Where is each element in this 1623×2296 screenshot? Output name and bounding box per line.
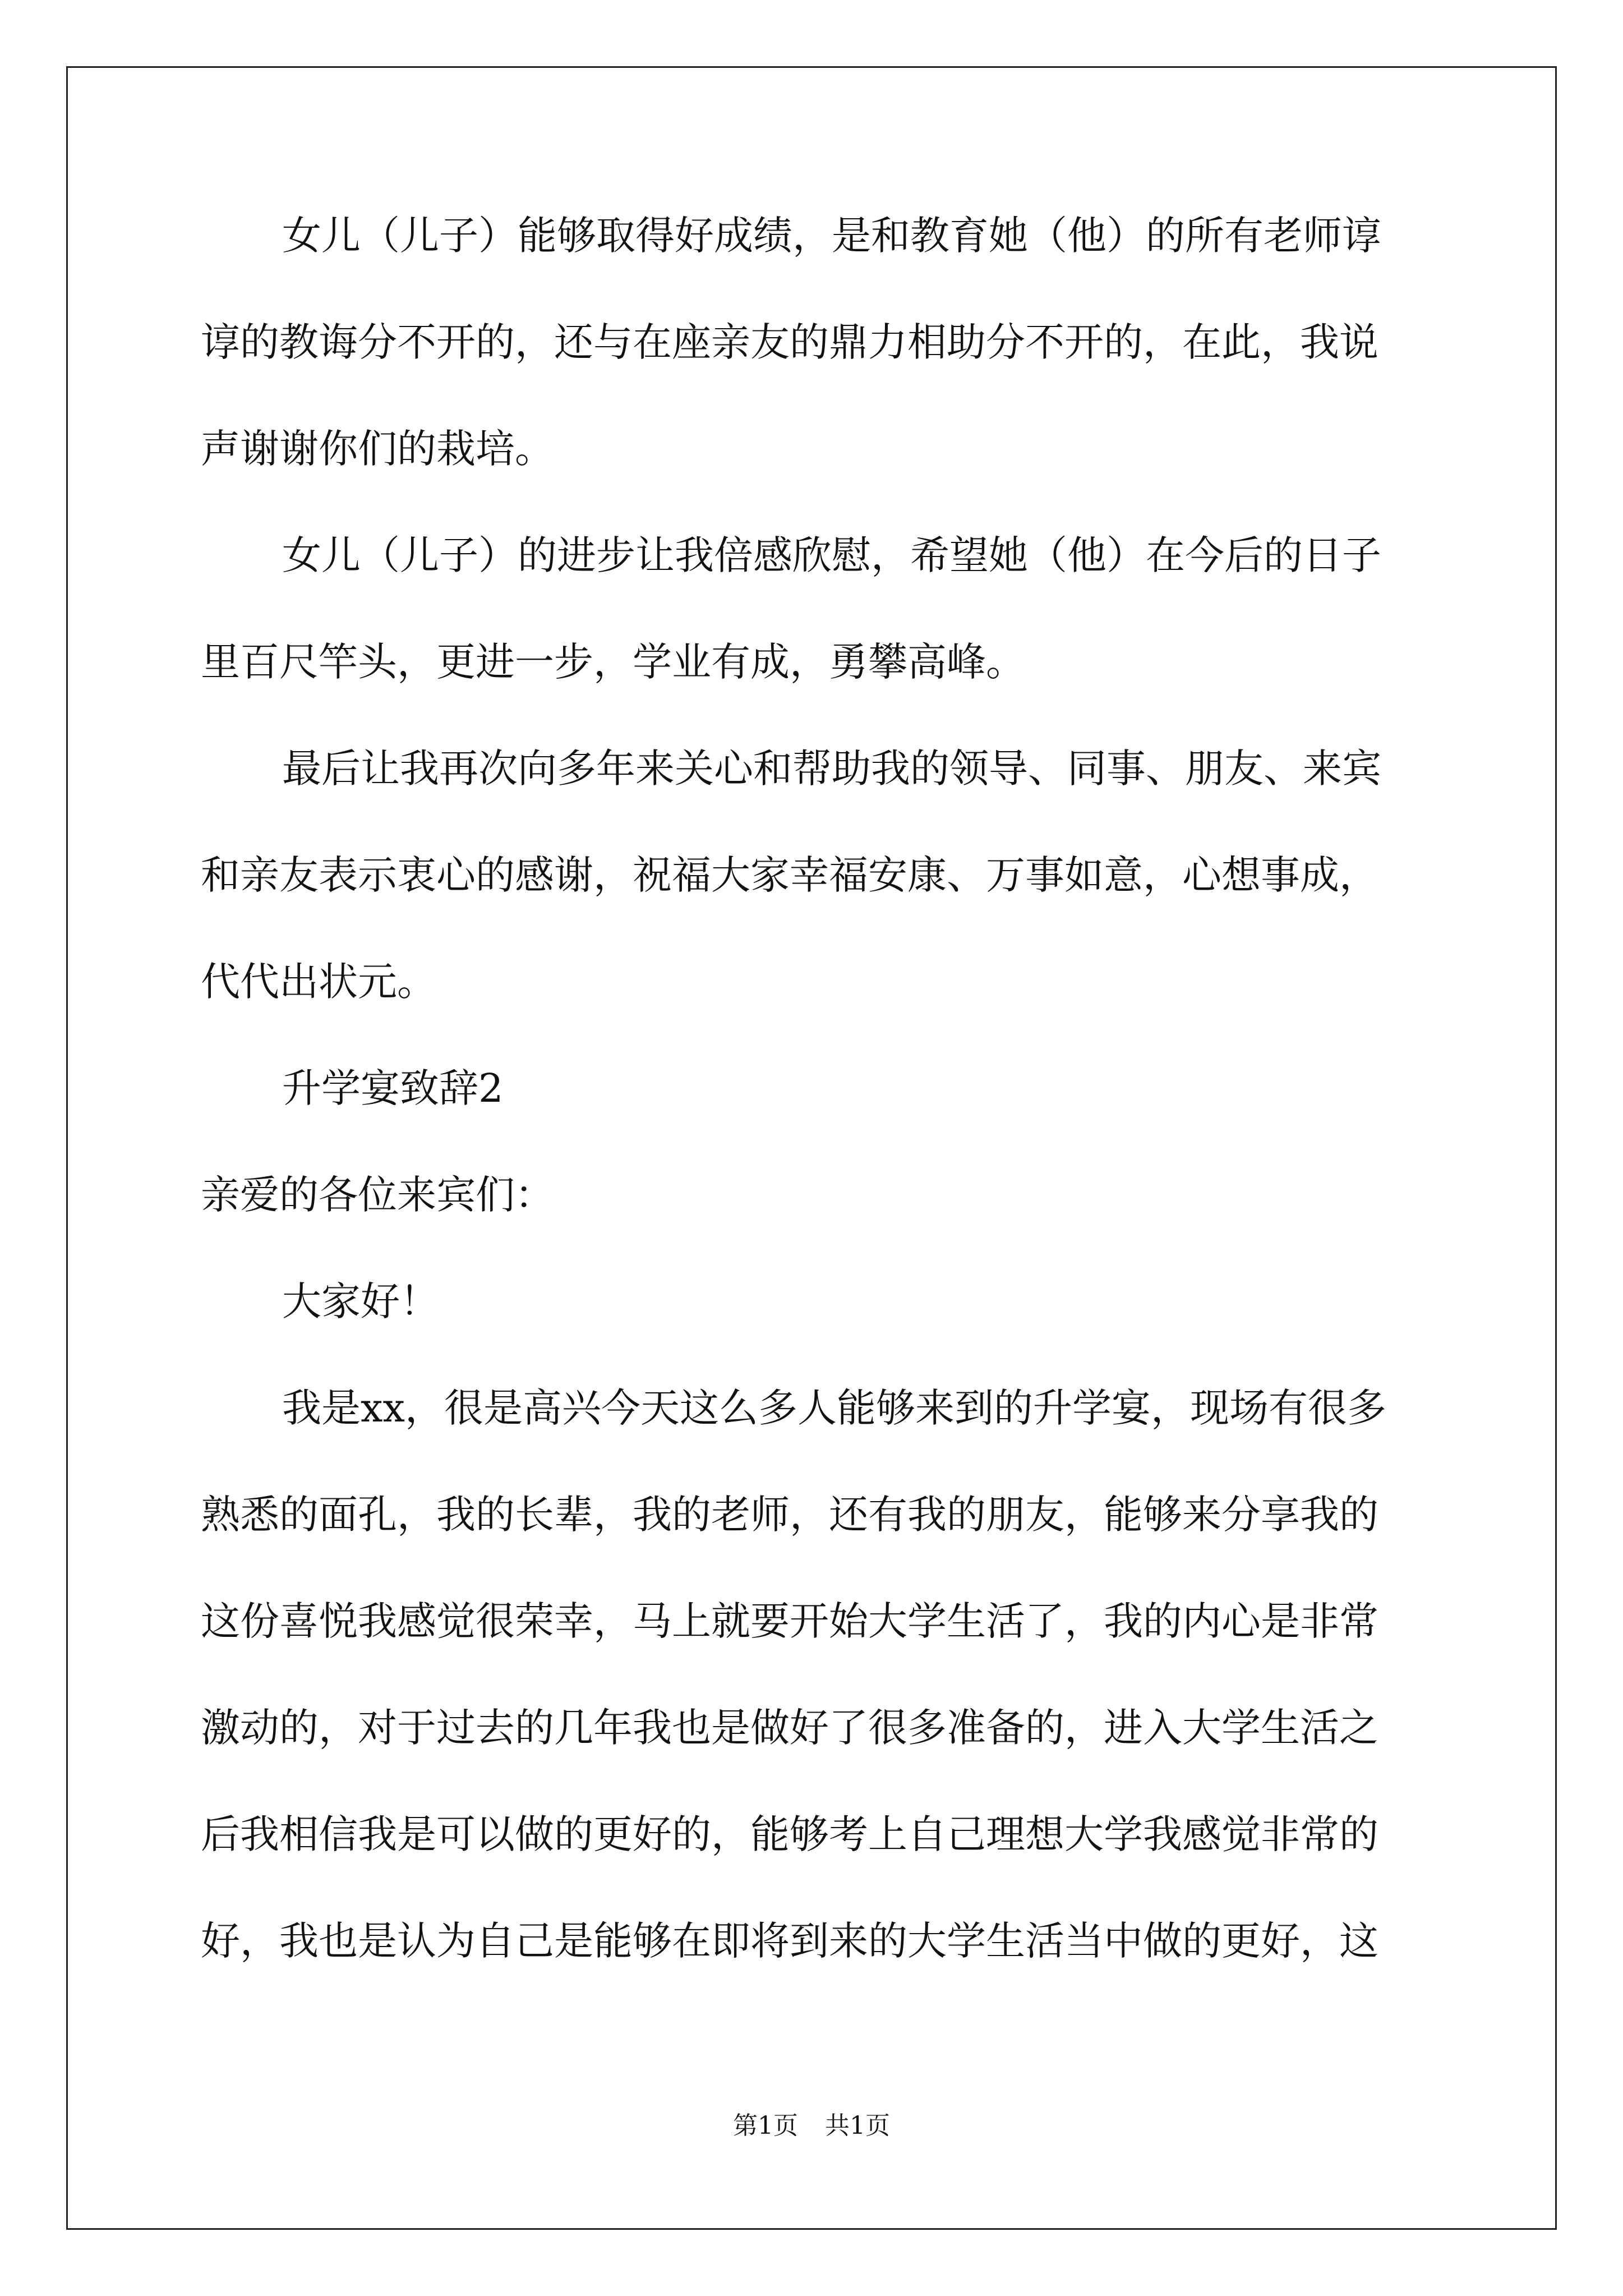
paragraph-line: 和亲友表示衷心的感谢，祝福大家幸福安康、万事如意，心想事成， (201, 852, 1378, 898)
paragraph-line: 代代出状元。 (201, 959, 436, 1005)
paragraph-line: 女儿（儿子）的进步让我倍感欣慰，希望她（他）在今后的日子 (282, 532, 1381, 578)
paragraph-line: 后我相信我是可以做的更好的，能够考上自己理想大学我感觉非常的 (201, 1811, 1378, 1857)
paragraph-line: 女儿（儿子）能够取得好成绩，是和教育她（他）的所有老师谆 (282, 213, 1381, 259)
paragraph-line: 最后让我再次向多年来关心和帮助我的领导、同事、朋友、来宾 (282, 746, 1381, 792)
paragraph-line: 声谢谢你们的栽培。 (201, 426, 554, 472)
paragraph-line: 里百尺竿头，更进一步，学业有成，勇攀高峰。 (201, 639, 1025, 685)
section-heading: 升学宴致辞2 (282, 1065, 504, 1111)
paragraph-line: 熟悉的面孔，我的长辈，我的老师，还有我的朋友，能够来分享我的 (201, 1492, 1378, 1538)
salutation: 亲爱的各位来宾们： (201, 1172, 554, 1218)
greeting: 大家好！ (282, 1278, 439, 1324)
paragraph-line: 我是xx，很是高兴今天这么多人能够来到的升学宴，现场有很多 (282, 1385, 1386, 1431)
page-border (66, 66, 1557, 2230)
page-footer (0, 2109, 1623, 2143)
page-number-current: 第1页 (733, 2111, 798, 2140)
page-number-total: 共1页 (825, 2111, 890, 2140)
paragraph-line: 谆的教诲分不开的，还与在座亲友的鼎力相助分不开的，在此，我说 (201, 319, 1378, 365)
paragraph-line: 这份喜悦我感觉很荣幸，马上就要开始大学生活了，我的内心是非常 (201, 1598, 1378, 1644)
paragraph-line: 好，我也是认为自己是能够在即将到来的大学生活当中做的更好，这 (201, 1918, 1378, 1964)
paragraph-line: 激动的，对于过去的几年我也是做好了很多准备的，进入大学生活之 (201, 1705, 1378, 1751)
